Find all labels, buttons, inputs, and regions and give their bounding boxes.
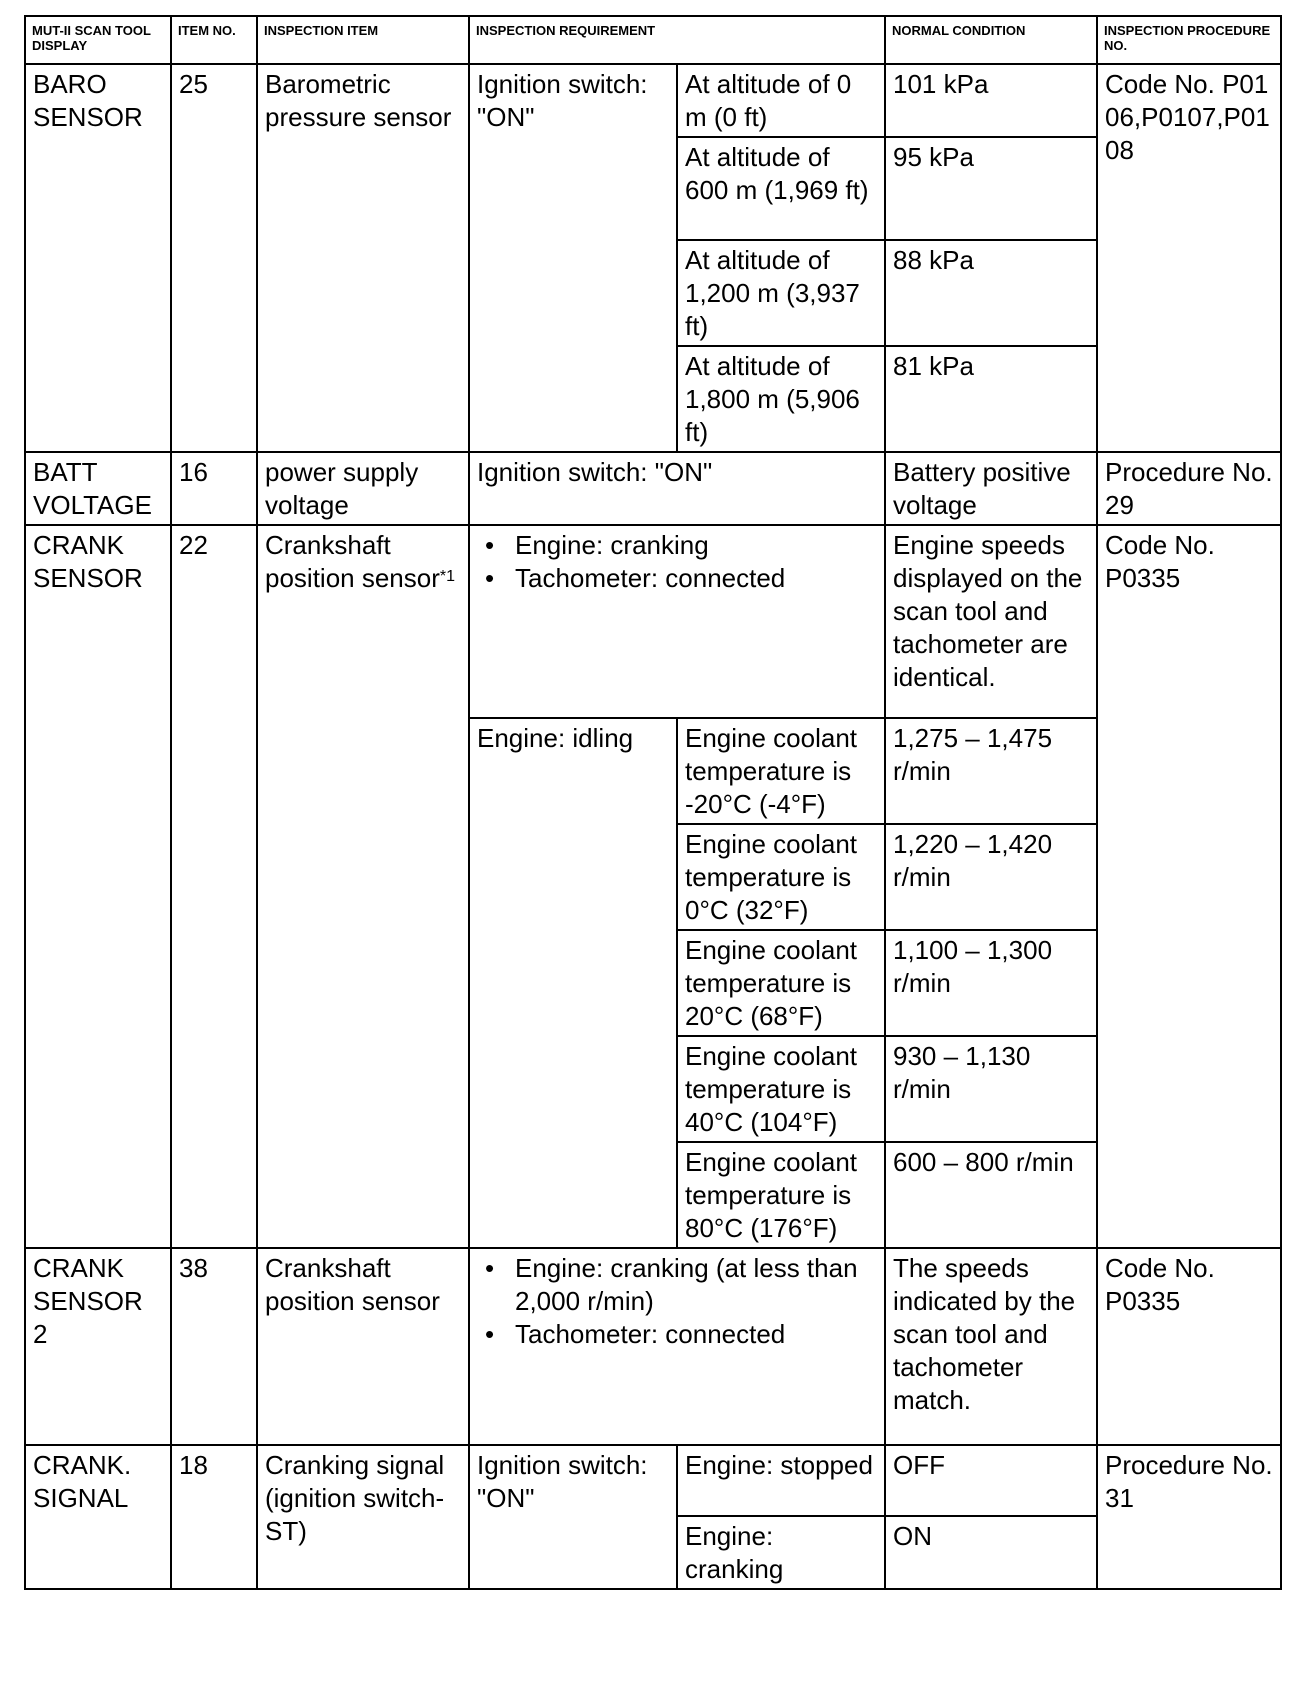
crank-idle-condition: Engine coolant temperature is 40°C (104°F) (677, 1036, 885, 1142)
crank-signal-display: CRANK. SIGNAL (25, 1445, 171, 1589)
baro-display: BARO SENSOR (25, 64, 171, 452)
list-item: • Tachometer: connected (485, 562, 878, 595)
table-row (25, 64, 1281, 137)
baro-normal: 88 kPa (885, 240, 1097, 346)
crank-procedure: Code No. P0335 (1097, 525, 1281, 1248)
crank-idle-normal: 1,220 – 1,420 r/min (885, 824, 1097, 930)
table-row (25, 525, 1281, 718)
crank-idle-normal: 930 – 1,130 r/min (885, 1036, 1097, 1142)
header-display: MUT-II SCAN TOOL DISPLAY (25, 16, 171, 64)
header-item-no: ITEM NO. (171, 16, 257, 64)
crank2-requirement (469, 1248, 885, 1445)
crank-signal-item: Cranking signal (ignition switch-ST) (257, 1445, 469, 1589)
baro-normal: 81 kPa (885, 346, 1097, 452)
baro-normal: 95 kPa (885, 137, 1097, 240)
header-procedure: INSPECTION PROCEDURE NO. (1097, 16, 1281, 64)
batt-item: power supply voltage (257, 452, 469, 525)
crank-display: CRANK SENSOR (25, 525, 171, 1248)
header-normal-condition: NORMAL CONDITION (885, 16, 1097, 64)
crank-signal-normal: ON (885, 1516, 1097, 1589)
table-row (25, 452, 1281, 525)
baro-procedure: Code No. P0106,P0107,P0108 (1097, 64, 1281, 452)
baro-normal: 101 kPa (885, 64, 1097, 137)
crank-normal-cranking: Engine speeds displayed on the scan tool and tachometer are identical. (885, 525, 1097, 718)
crank-requirement (469, 525, 885, 718)
crank-bullet-list (477, 529, 878, 595)
batt-requirement: Ignition switch: "ON" (469, 452, 885, 525)
crank2-item: Crankshaft position sensor (257, 1248, 469, 1445)
crank-idle-requirement: Engine: idling (469, 718, 677, 1248)
inspection-table (24, 15, 1282, 1590)
baro-condition: At altitude of 1,200 m (3,937 ft) (677, 240, 885, 346)
baro-item-no: 25 (171, 64, 257, 452)
crank-idle-normal: 1,275 – 1,475 r/min (885, 718, 1097, 824)
crank-signal-item-no: 18 (171, 1445, 257, 1589)
crank2-procedure: Code No. P0335 (1097, 1248, 1281, 1445)
crank-idle-condition: Engine coolant temperature is 0°C (32°F) (677, 824, 885, 930)
crank-signal-condition: Engine: cranking (677, 1516, 885, 1589)
crank-idle-condition: Engine coolant temperature is 80°C (176°F) (677, 1142, 885, 1248)
crank-idle-normal: 1,100 – 1,300 r/min (885, 930, 1097, 1036)
crank-signal-normal: OFF (885, 1445, 1097, 1516)
baro-condition: At altitude of 0 m (0 ft) (677, 64, 885, 137)
table-row (25, 1248, 1281, 1445)
list-item: • Engine: cranking (485, 529, 878, 562)
crank2-normal: The speeds indicated by the scan tool and tachometer match. (885, 1248, 1097, 1445)
header-inspection-item: INSPECTION ITEM (257, 16, 469, 64)
list-item: • Tachometer: connected (485, 1318, 878, 1351)
crank-item-no: 22 (171, 525, 257, 1248)
table-row (25, 1445, 1281, 1516)
header-row (25, 16, 1281, 64)
baro-item: Barometric pressure sensor (257, 64, 469, 452)
crank-footnote: *1 (439, 568, 456, 585)
crank2-display: CRANK SENSOR 2 (25, 1248, 171, 1445)
crank-item (257, 525, 469, 1248)
crank-idle-condition: Engine coolant temperature is 20°C (68°F) (677, 930, 885, 1036)
crank-item-text: Crankshaft position sensor (265, 530, 440, 593)
crank-signal-condition: Engine: stopped (677, 1445, 885, 1516)
crank-idle-condition: Engine coolant temperature is -20°C (-4°F) (677, 718, 885, 824)
crank-signal-procedure: Procedure No. 31 (1097, 1445, 1281, 1589)
baro-requirement: Ignition switch: "ON" (469, 64, 677, 452)
crank2-bullet-list (477, 1252, 878, 1351)
crank-signal-requirement: Ignition switch: "ON" (469, 1445, 677, 1589)
batt-item-no: 16 (171, 452, 257, 525)
baro-condition: At altitude of 600 m (1,969 ft) (677, 137, 885, 240)
crank2-item-no: 38 (171, 1248, 257, 1445)
baro-condition: At altitude of 1,800 m (5,906 ft) (677, 346, 885, 452)
batt-display: BATT VOLTAGE (25, 452, 171, 525)
batt-procedure: Procedure No. 29 (1097, 452, 1281, 525)
header-requirement: INSPECTION REQUIREMENT (469, 16, 885, 64)
batt-normal: Battery positive voltage (885, 452, 1097, 525)
list-item: • Engine: cranking (at less than 2,000 r/min) (485, 1252, 878, 1318)
crank-idle-normal: 600 – 800 r/min (885, 1142, 1097, 1248)
